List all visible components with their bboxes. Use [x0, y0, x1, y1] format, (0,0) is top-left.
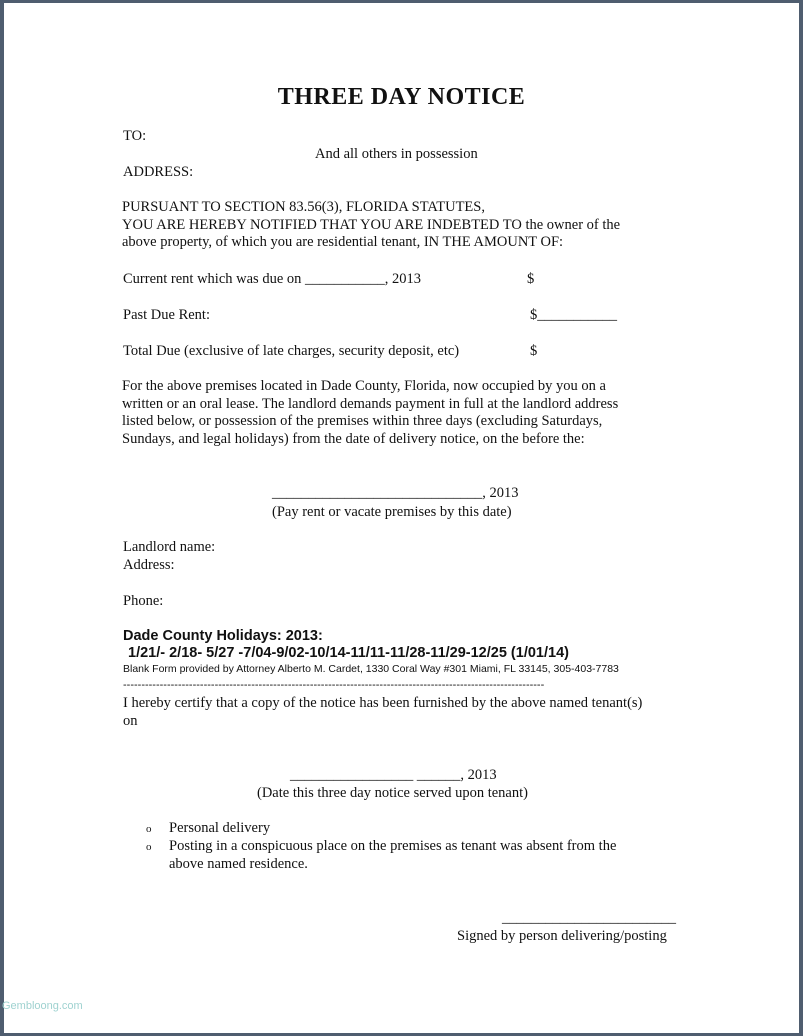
certify-line: I hereby certify that a copy of the notice has been furnished by the above named tenant(s): [123, 695, 643, 711]
landlord-phone-label: Phone:: [123, 593, 164, 609]
notice-page: [4, 3, 799, 1033]
address-label: ADDRESS:: [123, 164, 194, 180]
holidays-dates: 1/21/- 2/18- 5/27 -7/04-9/02-10/14-11/11-11/28-11/29-12/25 (1/01/14): [128, 645, 569, 661]
delivery-option-posting: Posting in a conspicuous place on the premises as tenant was absent from the: [169, 838, 617, 854]
premises-paragraph: [122, 378, 682, 448]
pursuant-line: YOU ARE HEREBY NOTIFIED THAT YOU ARE INDEBTED TO the owner of the: [122, 216, 621, 233]
premises-line: listed below, or possession of the premises within three days (excluding Saturdays,: [122, 413, 603, 430]
total-due-label: Total Due (exclusive of late charges, security deposit, etc): [123, 343, 460, 359]
current-rent-dollar: $: [527, 271, 535, 287]
watermark-text: Gembloong.com: [2, 1000, 83, 1012]
pay-date-caption: (Pay rent or vacate premises by this date): [272, 504, 512, 520]
provided-by-text: Blank Form provided by Attorney Alberto M. Cardet, 1330 Coral Way #301 Miami, FL 33145, 305-403-7783: [123, 663, 619, 675]
possession-text: And all others in possession: [315, 146, 478, 162]
bullet-icon: o: [146, 841, 152, 853]
landlord-name-label: Landlord name:: [123, 539, 216, 555]
pursuant-line: PURSUANT TO SECTION 83.56(3), FLORIDA STATUTES,: [122, 199, 485, 215]
signature-line: ________________________: [502, 910, 676, 926]
landlord-address-label: Address:: [123, 557, 175, 573]
to-label: TO:: [123, 128, 147, 144]
past-due-dollar: $___________: [530, 307, 617, 323]
pay-date-line: _____________________________, 2013: [272, 485, 519, 501]
current-rent-label: Current rent which was due on ___________, 2013: [123, 271, 422, 287]
served-date-caption: (Date this three day notice served upon tenant): [257, 785, 528, 801]
served-date-line: _________________ ______, 2013: [290, 767, 497, 783]
delivery-option-posting-cont: above named residence.: [169, 856, 308, 872]
bullet-icon: o: [146, 823, 152, 835]
premises-line: Sundays, and legal holidays) from the date of delivery notice, on the before the:: [122, 430, 585, 447]
pursuant-line: above property, of which you are residential tenant, IN THE AMOUNT OF:: [122, 234, 564, 251]
document-title: THREE DAY NOTICE: [277, 84, 526, 110]
premises-line: For the above premises located in Dade County, Florida, now occupied by you on a: [122, 378, 606, 394]
total-due-dollar: $: [530, 343, 538, 359]
holidays-heading: Dade County Holidays: 2013:: [123, 628, 323, 644]
delivery-option-personal: Personal delivery: [169, 820, 271, 836]
past-due-label: Past Due Rent:: [123, 307, 210, 323]
premises-line: written or an oral lease. The landlord demands payment in full at the landlord address: [122, 395, 619, 412]
certify-line-on: on: [123, 713, 138, 729]
signature-caption: Signed by person delivering/posting: [457, 928, 667, 944]
divider-line: -------------------------------------------------------------------------------------------------------------------: [123, 679, 545, 691]
pursuant-paragraph: [122, 199, 682, 252]
